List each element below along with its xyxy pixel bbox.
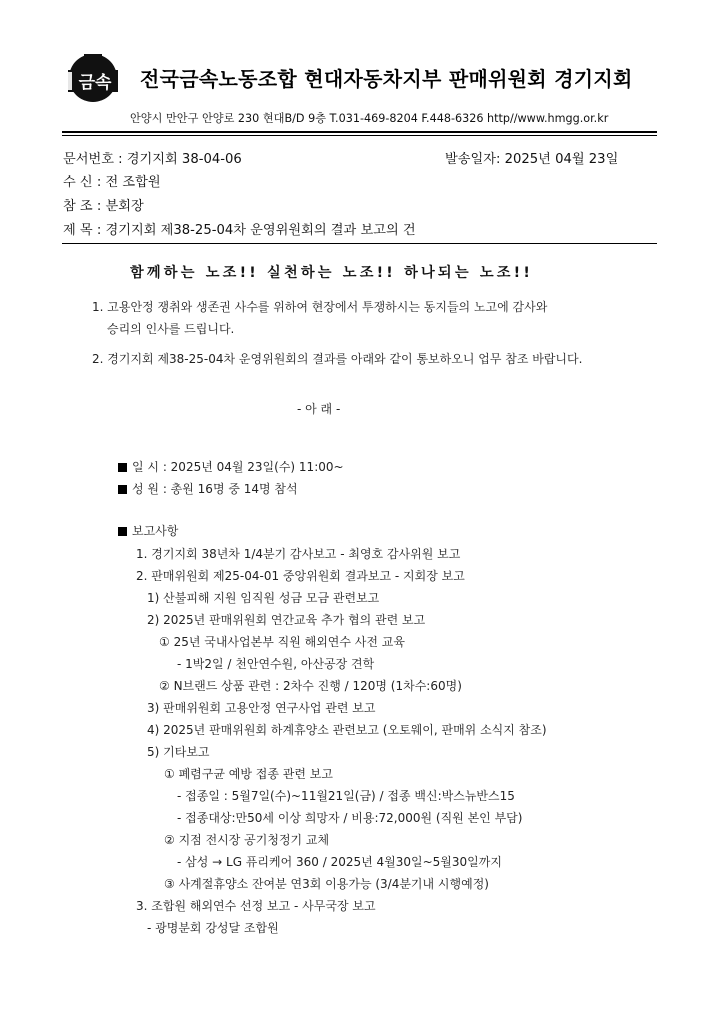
meeting-attendance: 성 원 : 총원 16명 중 14명 참석	[118, 480, 298, 497]
report-item: 5) 기타보고	[147, 745, 210, 759]
report-heading: 보고사항	[118, 522, 178, 539]
bullet-square-icon	[118, 463, 127, 472]
report-item: 1) 산불피해 지원 임직원 성금 모금 관련보고	[147, 591, 380, 605]
report-item: - 1박2일 / 천안연수원, 아산공장 견학	[177, 657, 375, 671]
doc-number: 문서번호 : 경기지회 38-04-06	[63, 152, 242, 167]
intro-p1-line2: 승리의 인사를 드립니다.	[107, 322, 235, 336]
union-logo	[62, 52, 124, 104]
report-item: ② 지점 전시장 공기청정기 교체	[164, 833, 330, 847]
report-item: - 삼성 → LG 퓨리케어 360 / 2025년 4월30일~5월30일까지	[177, 855, 502, 869]
intro-p1-line1: 1. 고용안정 쟁취와 생존권 사수를 위하여 현장에서 투쟁하시는 동지들의 노고에 감사와	[92, 300, 548, 314]
org-address: 안양시 만안구 안양로 230 현대B/D 9층 T.031-469-8204 F.448-6326 http//www.hmgg.or.kr	[130, 112, 609, 125]
report-item: ① 25년 국내사업본부 직원 해외연수 사전 교육	[159, 635, 405, 649]
report-item: ③ 사계절휴양소 잔여분 연3회 이용가능 (3/4분기내 시행예정)	[164, 877, 489, 891]
meeting-date: 일 시 : 2025년 04월 23일(수) 11:00~	[118, 458, 344, 475]
logo-text: 금속	[78, 73, 112, 93]
report-item: - 접종대상:만50세 이상 희망자 / 비용:72,000원 (직원 본인 부담)	[177, 811, 523, 825]
bullet-square-icon	[118, 527, 127, 536]
org-title: 전국금속노동조합 현대자동차지부 판매위원회 경기지회	[140, 67, 633, 91]
report-item: 4) 2025년 판매위원회 하계휴양소 관련보고 (오토웨이, 판매위 소식지 참조)	[147, 723, 547, 737]
report-item: ① 폐렴구균 예방 접종 관련 보고	[164, 767, 333, 781]
report-item: 2) 2025년 판매위원회 연간교육 추가 협의 관련 보고	[147, 613, 426, 627]
bullet-square-icon	[118, 485, 127, 494]
recipient: 수 신 : 전 조합원	[63, 175, 161, 190]
sent-date: 발송일자: 2025년 04월 23일	[445, 152, 619, 167]
meta-rule	[62, 243, 657, 244]
report-item: 2. 판매위원회 제25-04-01 중앙위원회 결과보고 - 지회장 보고	[136, 569, 465, 583]
below-marker: - 아 래 -	[297, 402, 341, 416]
report-item: 3. 조합원 해외연수 선정 보고 - 사무국장 보고	[136, 899, 376, 913]
report-item: 1. 경기지회 38년차 1/4분기 감사보고 - 최영호 감사위원 보고	[136, 547, 461, 561]
report-item: 3) 판매위원회 고용안정 연구사업 관련 보고	[147, 701, 376, 715]
report-item: - 접종일 : 5월7일(수)~11월21일(금) / 접종 백신:박스뉴반스15	[177, 789, 515, 803]
cc: 참 조 : 분회장	[63, 199, 144, 214]
intro-p2: 2. 경기지회 제38-25-04차 운영위원회의 결과를 아래와 같이 통보하오니 업무 참조 바랍니다.	[92, 352, 583, 366]
report-item: ② N브랜드 상품 관련 : 2차수 진행 / 120명 (1차수:60명)	[159, 679, 462, 693]
report-item: - 광명분회 강성달 조합원	[147, 921, 279, 935]
slogan: 함께하는 노조!! 실천하는 노조!! 하나되는 노조!!	[130, 265, 534, 281]
header-rule-bottom	[62, 135, 657, 136]
header-rule-top	[62, 131, 657, 133]
subject: 제 목 : 경기지회 제38-25-04차 운영위원회의 결과 보고의 건	[63, 223, 416, 238]
